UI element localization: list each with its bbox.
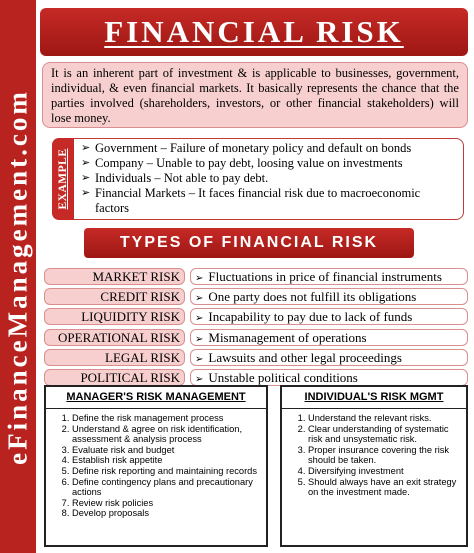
risk-description: ➢ Lawsuits and other legal proceedings [190,349,468,366]
individuals-risk-box [280,385,468,547]
arrow-bullet-icon: ➢ [195,273,204,284]
list-item: 8. Develop proposals [72,508,262,519]
list-item: 6. Define contingency plans and precautionary actions [72,477,262,498]
example-item: ➢ Company – Unable to pay debt, loosing value on investments [81,156,403,170]
risk-label: LEGAL RISK [44,349,185,366]
risk-description: ➢ One party does not fulfill its obligations [190,288,468,305]
example-item: ➢ Financial Markets – It faces financial risk due to macroeconomic factors [81,186,421,215]
types-banner [84,228,414,258]
risk-label: LIQUIDITY RISK [44,308,185,325]
list-item: 2. Clear understanding of systematic risk and unsystematic risk. [308,424,462,445]
risk-label: OPERATIONAL RISK [44,329,185,346]
side-brand-banner [0,0,36,553]
risk-description: ➢ Incapability to pay due to lack of funds [190,308,468,325]
page-title: FINANCIAL RISK [104,14,404,49]
example-item: ➢ Individuals – Not able to pay debt. [81,171,269,185]
example-label: EXAMPLE [57,148,69,210]
risk-types-list [44,267,468,388]
list-item: 4. Diversifying investment [308,466,462,477]
risk-row-operational [44,328,468,348]
title-banner [40,8,468,56]
risk-row-credit [44,287,468,307]
list-item: 4. Establish risk appetite [72,455,262,466]
risk-label: MARKET RISK [44,268,185,285]
arrow-bullet-icon: ➢ [195,353,204,365]
arrow-bullet-icon: ➢ [81,172,91,184]
example-list [81,141,457,216]
example-box [52,138,464,220]
individuals-risk-title: INDIVIDUAL'S RISK MGMT [282,387,466,409]
intro-box [42,62,468,128]
risk-description: ➢ Fluctuations in price of financial instruments [190,268,468,285]
intro-text: It is an inherent part of investment & is applicable to businesses, government, individual, & even financial markets. It basically represents the chance that the parties involved (shareholders, investors, or other financial stakeholders) will lose money. [51,66,459,125]
list-item: 3. Proper insurance covering the risk should be taken. [308,445,462,466]
individuals-risk-list [282,409,466,498]
example-tab [52,138,74,220]
arrow-bullet-icon: ➢ [195,373,204,385]
example-item: ➢ Government – Failure of monetary policy and default on bonds [81,141,412,155]
types-title: TYPES OF FINANCIAL RISK [119,234,379,251]
risk-row-market [44,267,468,287]
risk-row-liquidity [44,307,468,327]
list-item: 1. Understand the relevant risks. [308,413,462,424]
arrow-bullet-icon: ➢ [81,187,91,199]
list-item: 2. Understand & agree on risk identification, assessment & analysis process [72,424,262,445]
risk-label: POLITICAL RISK [44,369,185,386]
brand-text: eFinanceManagement.com [2,88,33,465]
risk-label: CREDIT RISK [44,288,185,305]
arrow-bullet-icon: ➢ [195,333,204,345]
arrow-bullet-icon: ➢ [81,142,91,154]
arrow-bullet-icon: ➢ [195,293,204,305]
list-item: 3. Evaluate risk and budget [72,445,262,456]
arrow-bullet-icon: ➢ [195,313,204,325]
risk-description: ➢ Mismanagement of operations [190,329,468,346]
managers-risk-title: MANAGER'S RISK MANAGEMENT [46,387,266,409]
list-item: 1. Define the risk management process [72,413,262,424]
risk-description: ➢ Unstable political conditions [190,369,468,386]
list-item: 5. Define risk reporting and maintaining records [72,466,262,477]
managers-risk-box [44,385,268,547]
risk-row-legal [44,348,468,368]
managers-risk-list [46,409,266,519]
arrow-bullet-icon: ➢ [81,157,91,169]
list-item: 7. Review risk policies [72,498,262,509]
list-item: 5. Should always have an exit strategy on the investment made. [308,477,462,498]
